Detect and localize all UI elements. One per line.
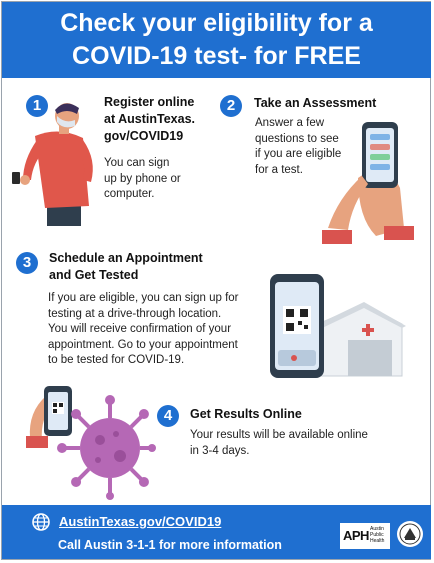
header-title-line2: COVID-19 test- for FREE (72, 42, 361, 70)
step4-title: Get Results Online (190, 407, 302, 421)
step3-title-line: Schedule an Appointment (49, 251, 203, 265)
hand-holding-phone-illustration (318, 118, 418, 246)
phone-qr-and-clinic-illustration (268, 272, 408, 380)
step2-title: Take an Assessment (254, 96, 377, 110)
globe-icon (32, 513, 50, 531)
step3-title (49, 250, 203, 284)
step3-number: 3 (16, 252, 38, 274)
step3-body-line: You will receive confirmation of your (48, 323, 232, 335)
step2-body-line: Answer a few (255, 117, 325, 129)
step2-body-line: for a test. (255, 163, 303, 176)
step4-body (190, 428, 368, 459)
virus-and-phone-illustration (24, 382, 156, 500)
step1-title-line: Register online (104, 95, 195, 109)
austin-public-health-logo (340, 523, 390, 549)
aph-logo-subtext-line: Austin (370, 526, 384, 532)
city-seal-icon (396, 520, 424, 548)
step1-title-line: gov/COVID19 (104, 129, 184, 143)
step1-body-line: computer. (104, 188, 155, 200)
call-311-text: Call Austin 3-1-1 for more information (58, 538, 282, 552)
aph-logo-subtext-line: Public (370, 532, 384, 538)
step1-title (104, 94, 195, 145)
step2-body-line: if you are eligible (255, 148, 342, 160)
step3-body (48, 291, 239, 369)
step2-number: 2 (220, 95, 242, 117)
step1-title-line: at AustinTexas. (104, 112, 195, 126)
step1-number: 1 (26, 95, 48, 117)
step3-body-line: If you are eligible, you can sign up for (48, 292, 239, 304)
step1-body (104, 156, 181, 203)
step4-body-line: Your results will be available online (190, 429, 368, 441)
step3-title-line: and Get Tested (49, 268, 139, 282)
step3-body-line: testing at a drive-through location. (48, 307, 222, 320)
aph-logo-subtext (370, 526, 384, 544)
step3-body-line: to be tested for COVID-19. (48, 354, 185, 366)
header-banner (2, 2, 431, 78)
step4-body-line: in 3-4 days. (190, 444, 250, 457)
footer-banner (2, 505, 431, 559)
covid-website-link[interactable]: AustinTexas.gov/COVID19 (59, 514, 222, 529)
aph-logo-text: APH (343, 528, 369, 543)
step1-body-line: You can sign (104, 157, 170, 169)
person-with-phone-illustration (5, 100, 101, 226)
header-title-line1: Check your eligibility for a (60, 9, 373, 37)
step3-body-line: appointment. Go to your appointment (48, 338, 238, 351)
aph-logo-subtext-line: Health (370, 538, 385, 544)
step4-number: 4 (157, 405, 179, 427)
step1-body-line: up by phone or (104, 172, 181, 185)
step2-body-line: questions to see (255, 132, 339, 145)
